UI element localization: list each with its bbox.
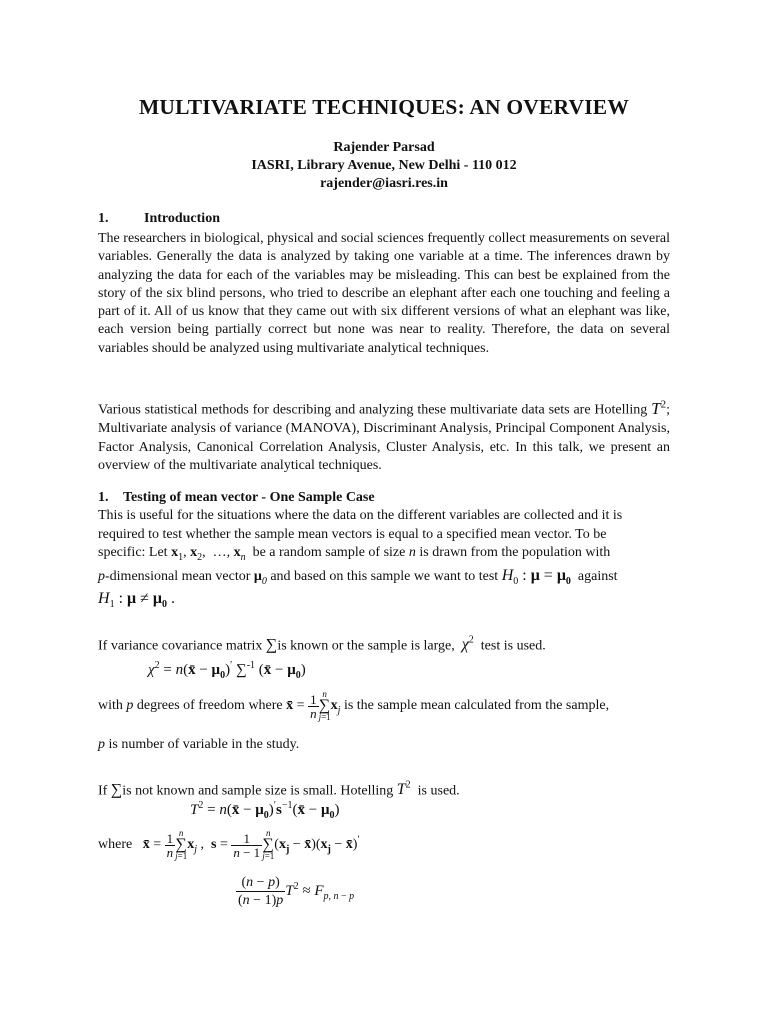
section-heading-introduction [98,211,220,227]
section-number: 1. [98,211,109,226]
chi-square-formula: $\chi^2$ = n(x̄ − $\mu_0)'$ ∑$^{-1}$ (x̄ − $\mu_0$) [148,660,306,681]
intro-paragraph-2 [98,395,670,476]
hotelling-t2-symbol: $T^2$ [651,398,667,418]
f-distribution-formula: $\frac{(n - p)}{(n - 1)p}$ $T^2 \approx F_{p, n - p}$ [238,875,355,908]
author-email: rajender@iasri.res.in [320,176,448,191]
paper-title: MULTIVARIATE TECHNIQUES: AN OVERVIEW [138,95,630,119]
section-title: Introduction [144,211,220,226]
intro-paragraph-2-lead: Various statistical methods for describing and analyzing these multivariate data sets are Hotelling [98,402,648,418]
null-hypothesis: $H_0$ : $\mu = \mu_0$ [501,567,571,588]
alternative-hypothesis: $H_1$ : $\mu \ne \mu_0$ . [98,590,175,611]
where-line: where x̄ = $\frac{1}{n}$ n ∑ $j=1x_j$ , s = $\frac{1}{n - 1}$ n ∑ $j=1(x_j$ − $x̄)(x_j$ − x̄)′ [98,828,360,861]
hotelling-formula: $T^2$ = n(x̄ − $\mu_0)'s^{-1}(x̄ - \mu_0)$ [190,800,340,821]
mean-vector-line-3: specific: Let $x_1$, $x_2$, …, $x_n$ be a random sample of size n is drawn from the population with [98,545,611,563]
mu0-symbol: $\mu_0$ [253,569,267,587]
section-title: Testing of mean vector - One Sample Case [123,490,375,505]
variance-unknown-line: If ∑is not known and sample size is small. Hotelling $T^2$ is used. [98,780,460,799]
sample-vectors-formula: $x_1$, $x_2$, …, $x_n$ [171,545,246,563]
intro-paragraph-1: The researchers in biological, physical and social sciences frequently collect measurements on several variables. Generally the data is analyzed by taking one variable at a time. The inferences drawn by analyzing the data for each of the variables may be misleading. This can best be explained from the story of the six blind persons, who tried to describe an elephant after each one touching and feeling a part of it. All of us know that they came out with six different versions of what an elephant was like, each version being partially correct but none was near to reality. Therefore, the data on several variables should be analyzed using multivariate analytical techniques. [98,231,670,356]
mean-vector-line-1: This is useful for the situations where the data on the different variables are collected and it is [98,508,623,523]
author-affiliation: IASRI, Library Avenue, New Delhi - 110 012 [251,158,517,173]
section-number: 1. [98,490,109,505]
mean-vector-line-2: required to test whether the sample mean vectors is equal to a specified mean vector. To be [98,527,607,542]
variance-known-line: If variance covariance matrix ∑is known or the sample is large, $\chi^2$ test is used. [98,635,546,654]
section-heading-mean-vector [98,490,375,506]
p-is-line: p is number of variable in the study. [98,737,300,752]
author-name: Rajender Parsad [333,140,435,155]
sample-mean-formula-2: x̄ = $\frac{1}{n}$ n ∑ $j=1x_j$ , [142,828,208,861]
intro-paragraph-2-rest: ; Multivariate analysis of variance (MANOVA), Discriminant Analysis, Principal Component Analysis, Factor Analysis, Canonical Correlation Analysis, Cluster Analysis, etc. In this talk, we present an overview of the multivariate analytical techniques. [98,402,670,474]
mean-vector-line-4: p-dimensional mean vector $\mu_0$ and based on this sample we want to test $H_0$ : $\mu = \mu_0$ against [98,567,618,588]
with-p-line: with p degrees of freedom where x̄ = $\frac{1}{n}$ n ∑ $j=1x_j$ is the sample mean calculated from the sample, [98,689,610,722]
sample-covariance-formula: s = $\frac{1}{n - 1}$ n ∑ $j=1(x_j$ − $x̄)(x_j$ − x̄)′ [210,828,360,861]
sample-mean-formula: x̄ = $\frac{1}{n}$ n ∑ $j=1x_j$ [286,689,341,722]
